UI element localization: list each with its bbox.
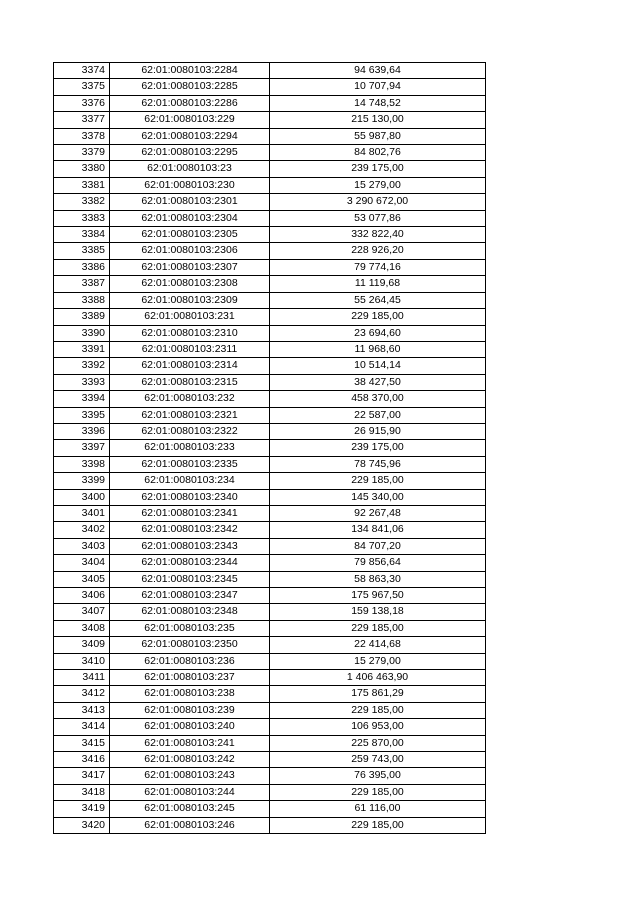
row-number-cell: 3382 xyxy=(54,194,110,210)
value-cell: 15 279,00 xyxy=(270,653,486,669)
table-row xyxy=(54,784,486,800)
row-number-cell: 3402 xyxy=(54,522,110,538)
row-number-cell: 3401 xyxy=(54,505,110,521)
value-cell: 11 119,68 xyxy=(270,276,486,292)
table-row xyxy=(54,227,486,243)
table-row xyxy=(54,719,486,735)
row-number-cell: 3415 xyxy=(54,735,110,751)
row-number-cell: 3381 xyxy=(54,177,110,193)
row-number-cell: 3410 xyxy=(54,653,110,669)
value-cell: 22 414,68 xyxy=(270,637,486,653)
value-cell: 229 185,00 xyxy=(270,817,486,833)
table-row xyxy=(54,407,486,423)
row-number-cell: 3399 xyxy=(54,473,110,489)
value-cell: 229 185,00 xyxy=(270,620,486,636)
row-number-cell: 3405 xyxy=(54,571,110,587)
row-number-cell: 3396 xyxy=(54,423,110,439)
value-cell: 225 870,00 xyxy=(270,735,486,751)
row-number-cell: 3398 xyxy=(54,456,110,472)
table-row xyxy=(54,243,486,259)
table-row xyxy=(54,391,486,407)
table-row xyxy=(54,161,486,177)
table-row xyxy=(54,194,486,210)
row-number-cell: 3395 xyxy=(54,407,110,423)
row-number-cell: 3419 xyxy=(54,801,110,817)
cadastral-number-cell: 62:01:0080103:234 xyxy=(110,473,270,489)
cadastral-number-cell: 62:01:0080103:2306 xyxy=(110,243,270,259)
cadastral-number-cell: 62:01:0080103:2344 xyxy=(110,555,270,571)
cadastral-number-cell: 62:01:0080103:235 xyxy=(110,620,270,636)
cadastral-number-cell: 62:01:0080103:2341 xyxy=(110,505,270,521)
cadastral-number-cell: 62:01:0080103:2342 xyxy=(110,522,270,538)
table-body xyxy=(54,63,486,834)
cadastral-number-cell: 62:01:0080103:232 xyxy=(110,391,270,407)
table-row xyxy=(54,768,486,784)
row-number-cell: 3407 xyxy=(54,604,110,620)
row-number-cell: 3385 xyxy=(54,243,110,259)
cadastral-number-cell: 62:01:0080103:233 xyxy=(110,440,270,456)
value-cell: 79 856,64 xyxy=(270,555,486,571)
row-number-cell: 3377 xyxy=(54,112,110,128)
value-cell: 79 774,16 xyxy=(270,259,486,275)
cadastral-number-cell: 62:01:0080103:2305 xyxy=(110,227,270,243)
table-row xyxy=(54,210,486,226)
table-row xyxy=(54,473,486,489)
table-row xyxy=(54,95,486,111)
table-row xyxy=(54,456,486,472)
table-row xyxy=(54,358,486,374)
cadastral-number-cell: 62:01:0080103:23 xyxy=(110,161,270,177)
value-cell: 76 395,00 xyxy=(270,768,486,784)
cadastral-number-cell: 62:01:0080103:2350 xyxy=(110,637,270,653)
value-cell: 332 822,40 xyxy=(270,227,486,243)
row-number-cell: 3389 xyxy=(54,309,110,325)
table-row xyxy=(54,653,486,669)
row-number-cell: 3411 xyxy=(54,670,110,686)
table-row xyxy=(54,309,486,325)
table-row xyxy=(54,489,486,505)
row-number-cell: 3388 xyxy=(54,292,110,308)
table-row xyxy=(54,670,486,686)
cadastral-number-cell: 62:01:0080103:2335 xyxy=(110,456,270,472)
row-number-cell: 3416 xyxy=(54,752,110,768)
cadastral-number-cell: 62:01:0080103:246 xyxy=(110,817,270,833)
value-cell: 78 745,96 xyxy=(270,456,486,472)
row-number-cell: 3394 xyxy=(54,391,110,407)
table-row xyxy=(54,801,486,817)
row-number-cell: 3413 xyxy=(54,702,110,718)
table-row xyxy=(54,571,486,587)
cadastral-number-cell: 62:01:0080103:2345 xyxy=(110,571,270,587)
cadastral-number-cell: 62:01:0080103:2347 xyxy=(110,588,270,604)
value-cell: 26 915,90 xyxy=(270,423,486,439)
value-cell: 55 987,80 xyxy=(270,128,486,144)
cadastral-number-cell: 62:01:0080103:2285 xyxy=(110,79,270,95)
value-cell: 38 427,50 xyxy=(270,374,486,390)
table-row xyxy=(54,79,486,95)
row-number-cell: 3414 xyxy=(54,719,110,735)
value-cell: 239 175,00 xyxy=(270,161,486,177)
table-row xyxy=(54,637,486,653)
cadastral-table xyxy=(53,62,486,834)
value-cell: 10 707,94 xyxy=(270,79,486,95)
table-row xyxy=(54,128,486,144)
table-row xyxy=(54,522,486,538)
value-cell: 15 279,00 xyxy=(270,177,486,193)
row-number-cell: 3403 xyxy=(54,538,110,554)
value-cell: 229 185,00 xyxy=(270,702,486,718)
value-cell: 11 968,60 xyxy=(270,341,486,357)
cadastral-number-cell: 62:01:0080103:2295 xyxy=(110,145,270,161)
table-row xyxy=(54,423,486,439)
value-cell: 84 802,76 xyxy=(270,145,486,161)
table-row xyxy=(54,341,486,357)
value-cell: 229 185,00 xyxy=(270,309,486,325)
cadastral-number-cell: 62:01:0080103:2294 xyxy=(110,128,270,144)
table-row xyxy=(54,752,486,768)
value-cell: 159 138,18 xyxy=(270,604,486,620)
cadastral-number-cell: 62:01:0080103:239 xyxy=(110,702,270,718)
table-row xyxy=(54,259,486,275)
table-row xyxy=(54,145,486,161)
cadastral-number-cell: 62:01:0080103:242 xyxy=(110,752,270,768)
table-row xyxy=(54,555,486,571)
cadastral-number-cell: 62:01:0080103:2307 xyxy=(110,259,270,275)
table-row xyxy=(54,374,486,390)
row-number-cell: 3390 xyxy=(54,325,110,341)
row-number-cell: 3378 xyxy=(54,128,110,144)
row-number-cell: 3387 xyxy=(54,276,110,292)
table-row xyxy=(54,702,486,718)
cadastral-number-cell: 62:01:0080103:2322 xyxy=(110,423,270,439)
value-cell: 1 406 463,90 xyxy=(270,670,486,686)
cadastral-number-cell: 62:01:0080103:2348 xyxy=(110,604,270,620)
cadastral-number-cell: 62:01:0080103:243 xyxy=(110,768,270,784)
cadastral-number-cell: 62:01:0080103:2315 xyxy=(110,374,270,390)
row-number-cell: 3379 xyxy=(54,145,110,161)
row-number-cell: 3409 xyxy=(54,637,110,653)
row-number-cell: 3406 xyxy=(54,588,110,604)
cadastral-number-cell: 62:01:0080103:2309 xyxy=(110,292,270,308)
value-cell: 215 130,00 xyxy=(270,112,486,128)
row-number-cell: 3392 xyxy=(54,358,110,374)
cadastral-number-cell: 62:01:0080103:245 xyxy=(110,801,270,817)
table-row xyxy=(54,177,486,193)
table-row xyxy=(54,325,486,341)
value-cell: 259 743,00 xyxy=(270,752,486,768)
value-cell: 61 116,00 xyxy=(270,801,486,817)
row-number-cell: 3383 xyxy=(54,210,110,226)
value-cell: 3 290 672,00 xyxy=(270,194,486,210)
cadastral-number-cell: 62:01:0080103:2308 xyxy=(110,276,270,292)
cadastral-number-cell: 62:01:0080103:2301 xyxy=(110,194,270,210)
cadastral-number-cell: 62:01:0080103:2314 xyxy=(110,358,270,374)
value-cell: 14 748,52 xyxy=(270,95,486,111)
value-cell: 175 967,50 xyxy=(270,588,486,604)
value-cell: 175 861,29 xyxy=(270,686,486,702)
value-cell: 55 264,45 xyxy=(270,292,486,308)
row-number-cell: 3408 xyxy=(54,620,110,636)
table-row xyxy=(54,276,486,292)
cadastral-number-cell: 62:01:0080103:2310 xyxy=(110,325,270,341)
cadastral-number-cell: 62:01:0080103:238 xyxy=(110,686,270,702)
value-cell: 22 587,00 xyxy=(270,407,486,423)
value-cell: 145 340,00 xyxy=(270,489,486,505)
cadastral-number-cell: 62:01:0080103:241 xyxy=(110,735,270,751)
table-row xyxy=(54,686,486,702)
row-number-cell: 3380 xyxy=(54,161,110,177)
value-cell: 94 639,64 xyxy=(270,63,486,79)
row-number-cell: 3375 xyxy=(54,79,110,95)
cadastral-number-cell: 62:01:0080103:2340 xyxy=(110,489,270,505)
value-cell: 92 267,48 xyxy=(270,505,486,521)
row-number-cell: 3404 xyxy=(54,555,110,571)
value-cell: 134 841,06 xyxy=(270,522,486,538)
cadastral-number-cell: 62:01:0080103:229 xyxy=(110,112,270,128)
cadastral-number-cell: 62:01:0080103:231 xyxy=(110,309,270,325)
cadastral-number-cell: 62:01:0080103:244 xyxy=(110,784,270,800)
table-row xyxy=(54,620,486,636)
cadastral-number-cell: 62:01:0080103:230 xyxy=(110,177,270,193)
table-row xyxy=(54,63,486,79)
cadastral-number-cell: 62:01:0080103:2321 xyxy=(110,407,270,423)
value-cell: 228 926,20 xyxy=(270,243,486,259)
value-cell: 229 185,00 xyxy=(270,473,486,489)
table-row xyxy=(54,604,486,620)
value-cell: 53 077,86 xyxy=(270,210,486,226)
value-cell: 23 694,60 xyxy=(270,325,486,341)
table-row xyxy=(54,735,486,751)
cadastral-number-cell: 62:01:0080103:236 xyxy=(110,653,270,669)
table-row xyxy=(54,538,486,554)
table-row xyxy=(54,440,486,456)
value-cell: 106 953,00 xyxy=(270,719,486,735)
row-number-cell: 3417 xyxy=(54,768,110,784)
cadastral-number-cell: 62:01:0080103:2304 xyxy=(110,210,270,226)
cadastral-number-cell: 62:01:0080103:237 xyxy=(110,670,270,686)
row-number-cell: 3384 xyxy=(54,227,110,243)
table-row xyxy=(54,588,486,604)
table-row xyxy=(54,112,486,128)
cadastral-number-cell: 62:01:0080103:240 xyxy=(110,719,270,735)
value-cell: 229 185,00 xyxy=(270,784,486,800)
cadastral-value-sheet xyxy=(53,62,486,834)
value-cell: 239 175,00 xyxy=(270,440,486,456)
value-cell: 458 370,00 xyxy=(270,391,486,407)
row-number-cell: 3412 xyxy=(54,686,110,702)
row-number-cell: 3400 xyxy=(54,489,110,505)
row-number-cell: 3374 xyxy=(54,63,110,79)
table-row xyxy=(54,817,486,833)
table-row xyxy=(54,505,486,521)
cadastral-number-cell: 62:01:0080103:2311 xyxy=(110,341,270,357)
cadastral-number-cell: 62:01:0080103:2286 xyxy=(110,95,270,111)
cadastral-number-cell: 62:01:0080103:2343 xyxy=(110,538,270,554)
row-number-cell: 3420 xyxy=(54,817,110,833)
row-number-cell: 3418 xyxy=(54,784,110,800)
table-row xyxy=(54,292,486,308)
row-number-cell: 3397 xyxy=(54,440,110,456)
value-cell: 58 863,30 xyxy=(270,571,486,587)
value-cell: 84 707,20 xyxy=(270,538,486,554)
row-number-cell: 3376 xyxy=(54,95,110,111)
row-number-cell: 3393 xyxy=(54,374,110,390)
row-number-cell: 3391 xyxy=(54,341,110,357)
cadastral-number-cell: 62:01:0080103:2284 xyxy=(110,63,270,79)
row-number-cell: 3386 xyxy=(54,259,110,275)
value-cell: 10 514,14 xyxy=(270,358,486,374)
